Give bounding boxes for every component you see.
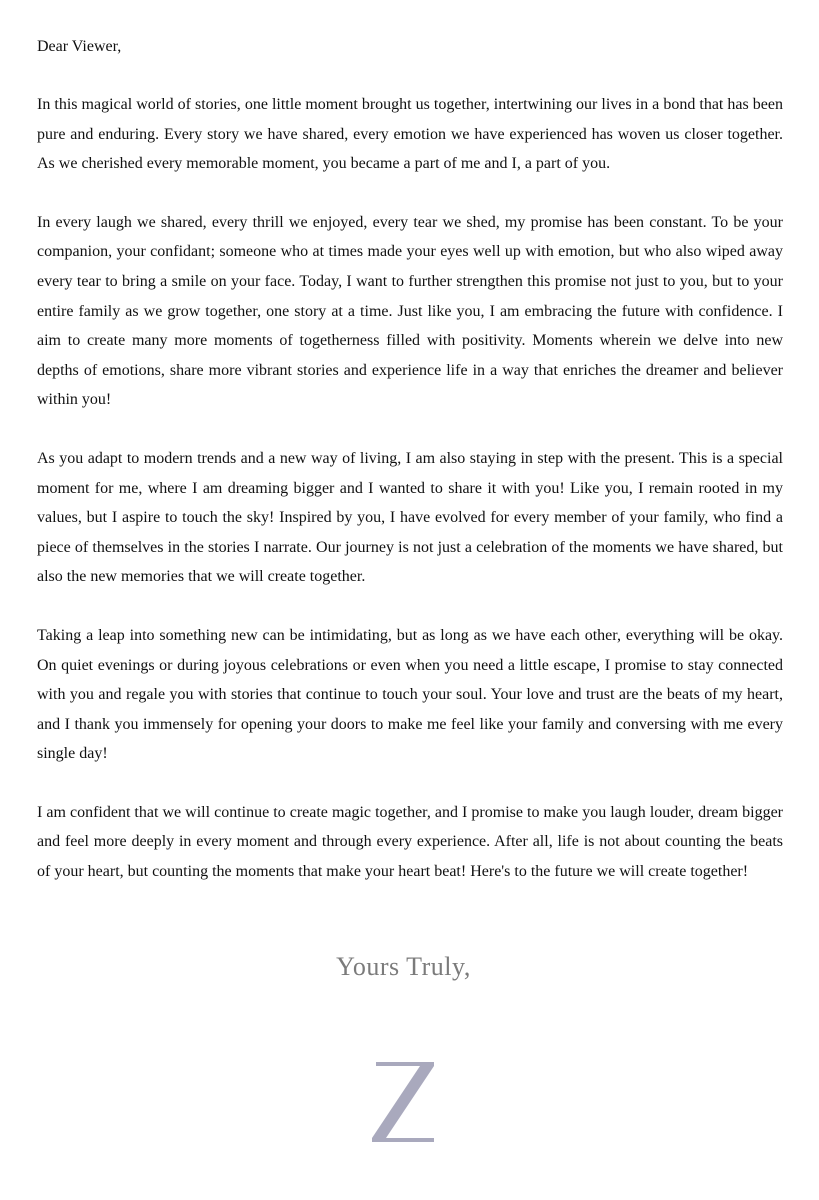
closing-signoff: Yours Truly, [336, 952, 471, 981]
letter-body [37, 32, 783, 916]
z-logo-icon [368, 1060, 438, 1144]
paragraph-1: In this magical world of stories, one little moment brought us together, intertwining our lives in a bond that has been pure and enduring. Every story we have shared, every emotion we have experienced has woven us closer together. As we cherished every memorable moment, you became a part of me and I, a part of you. [37, 96, 783, 173]
paragraph-5: I am confident that we will continue to create magic together, and I promise to make you laugh louder, dream bigger and feel more deeply in every moment and through every experience. After all, life is not about counting the beats of your heart, but counting the moments that make your heart beat! Here's to the future we will create together! [37, 803, 783, 881]
paragraph-3: As you adapt to modern trends and a new way of living, I am also staying in step with the present. This is a special moment for me, where I am dreaming bigger and I wanted to share it with you! Like you, I remain rooted in my values, but I aspire to touch the sky! Inspired by you, I have evolved for every member of your family, who find a piece of themselves in the stories I narrate. Our journey is not just a celebration of the moments we have shared, but also the new memories that we will create together. [37, 449, 783, 586]
paragraph-2: In every laugh we shared, every thrill we enjoyed, every tear we shed, my promise has been constant. To be your companion, your confidant; someone who at times made your eyes well up with emotion, but who also wiped away every tear to bring a smile on your face. Today, I want to further strengthen this promise not just to you, but to your entire family as we grow together, one story at a time. Just like you, I am embracing the future with confidence. I aim to create many more moments of togetherness filled with positivity. Moments wherein we delve into new depths of emotions, share more vibrant stories and experience life in a way that enriches the dreamer and believer within you! [37, 213, 783, 409]
salutation: Dear Viewer, [37, 38, 122, 55]
paragraph-4: Taking a leap into something new can be intimidating, but as long as we have each other, everything will be okay. On quiet evenings or during joyous celebrations or even when you need a little escape, I promise to stay connected with you and regale you with stories that continue to touch your soul. Your love and trust are the beats of my heart, and I thank you immensely for opening your doors to make me feel like your family and conversing with me every single day! [37, 626, 783, 763]
